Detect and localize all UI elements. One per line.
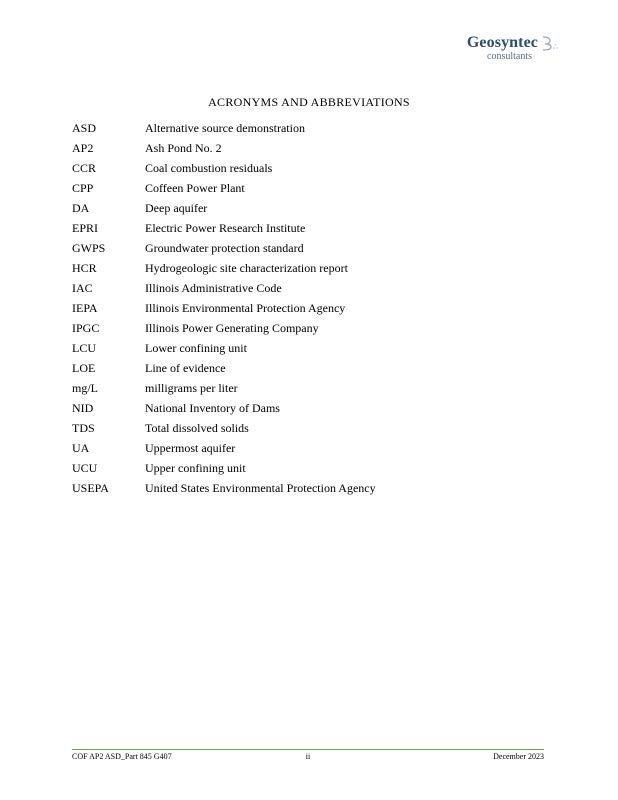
acronym-row [72,338,376,358]
footer-page-number: ii [305,752,311,761]
acronym-row [72,158,376,178]
acronym-definition: Line of evidence [145,360,226,375]
acronym-abbreviation: USEPA [72,480,109,495]
acronym-abbreviation: LOE [72,360,96,375]
acronym-definition: Hydrogeologic site characterization report [145,260,348,275]
acronym-row [72,458,376,478]
acronym-abbreviation: LCU [72,340,96,355]
acronym-definition: Electric Power Research Institute [145,220,306,235]
acronym-table [72,118,376,498]
acronym-definition: United States Environmental Protection Agency [145,480,376,495]
page-heading: ACRONYMS AND ABBREVIATIONS [208,95,410,109]
geosyntec-mark-icon [540,35,560,51]
acronym-definition: Alternative source demonstration [145,120,305,135]
acronym-definition: milligrams per liter [145,380,238,395]
acronym-row [72,378,376,398]
acronym-row [72,278,376,298]
page-footer [72,752,544,761]
acronym-definition: Ash Pond No. 2 [145,140,222,155]
acronym-definition: Upper confining unit [145,460,246,475]
acronym-abbreviation: IEPA [72,300,98,315]
logo-name: Geosyntec [466,34,538,51]
acronym-abbreviation: IPGC [72,320,100,335]
company-logo [467,34,560,62]
acronym-definition: Coal combustion residuals [145,160,273,175]
acronym-abbreviation: NID [72,400,94,415]
acronym-row [72,118,376,138]
acronym-abbreviation: IAC [72,280,93,295]
acronym-definition: Lower confining unit [145,340,247,355]
acronym-row [72,218,376,238]
acronym-abbreviation: ASD [72,120,97,135]
acronym-row [72,398,376,418]
logo-row [467,34,560,52]
acronym-definition: Illinois Power Generating Company [145,320,319,335]
footer-rule [72,749,544,750]
footer-date: December 2023 [493,752,544,761]
acronym-abbreviation: DA [72,200,90,215]
acronym-row [72,438,376,458]
acronym-row [72,358,376,378]
acronym-row [72,318,376,338]
logo-tagline: consultants [487,51,532,62]
acronym-definition: Deep aquifer [145,200,208,215]
acronym-abbreviation: mg/L [72,380,98,395]
footer-document-id: COF AP2 ASD_Part 845 G407 [72,752,172,761]
acronym-row [72,298,376,318]
acronym-definition: Uppermost aquifer [145,440,236,455]
acronym-row [72,178,376,198]
acronym-definition: National Inventory of Dams [145,400,280,415]
acronym-abbreviation: CCR [72,160,97,175]
acronym-row [72,418,376,438]
acronym-row [72,238,376,258]
acronym-table-body [72,118,376,498]
acronym-abbreviation: UCU [72,460,98,475]
acronym-row [72,478,376,498]
acronym-definition: Illinois Administrative Code [145,280,282,295]
acronym-abbreviation: TDS [72,420,95,435]
acronym-abbreviation: HCR [72,260,97,275]
acronym-abbreviation: GWPS [72,240,106,255]
acronym-definition: Illinois Environmental Protection Agency [145,300,346,315]
acronym-row [72,198,376,218]
acronym-abbreviation: AP2 [72,140,94,155]
acronym-definition: Total dissolved solids [145,420,249,435]
acronym-abbreviation: EPRI [72,220,99,235]
acronym-definition: Coffeen Power Plant [145,180,245,195]
acronym-abbreviation: CPP [72,180,94,195]
acronym-abbreviation: UA [72,440,90,455]
acronym-definition: Groundwater protection standard [145,240,304,255]
acronym-row [72,258,376,278]
acronym-row [72,138,376,158]
